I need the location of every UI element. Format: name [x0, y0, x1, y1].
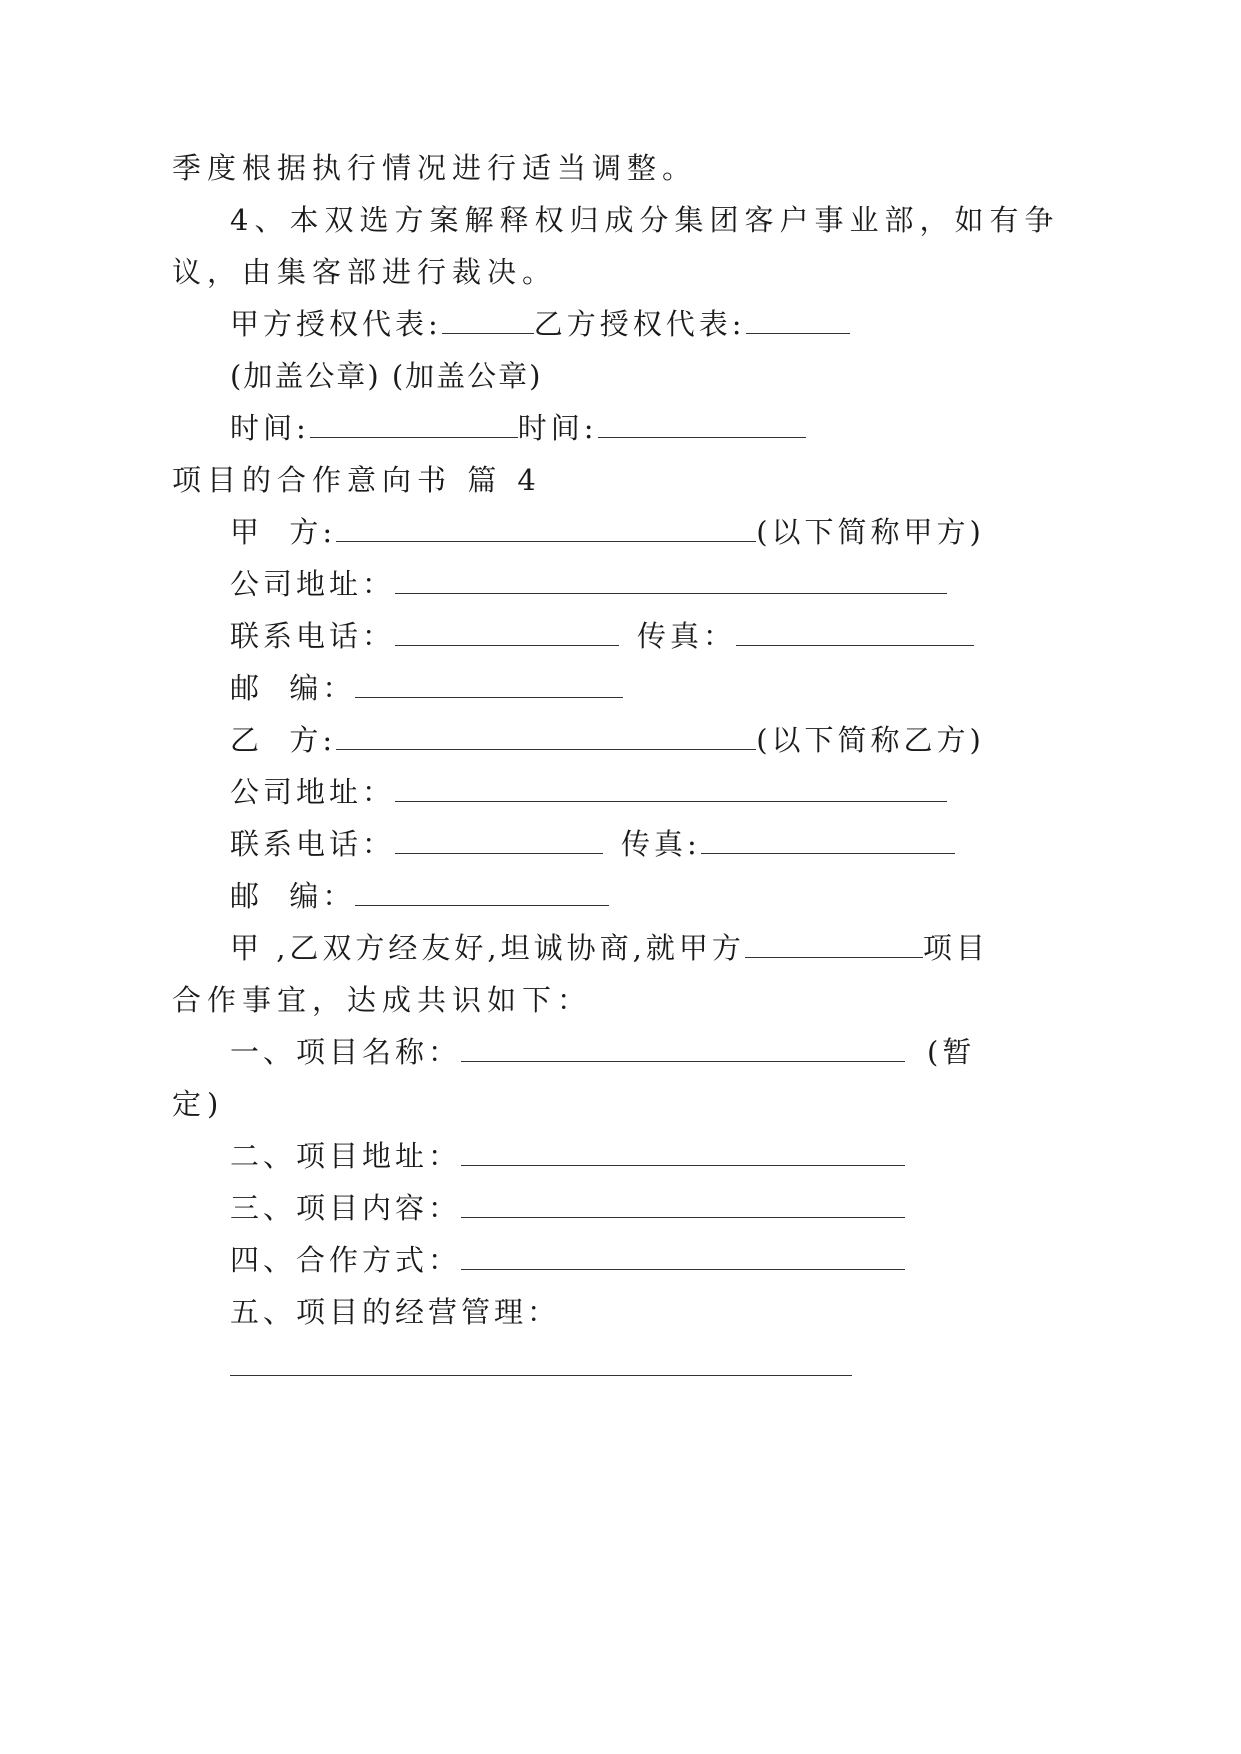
address-label: 公司地址： [230, 567, 396, 601]
item-blank [461, 1189, 905, 1218]
item-blank [461, 1241, 905, 1270]
text-line-content: 季度根据执行情况进行适当调整。 [172, 151, 698, 185]
item-line [230, 1136, 905, 1176]
fax-label: 传真： [637, 619, 737, 653]
zip-label: 邮 编： [230, 879, 356, 913]
text-line [230, 928, 989, 968]
item-label: 三、项目内容： [230, 1191, 462, 1225]
text-line [172, 980, 592, 1020]
item-label: 一、项目名称： [230, 1035, 462, 1069]
fax-blank [701, 825, 955, 854]
item-label: 五、项目的经营管理： [230, 1295, 561, 1329]
address-label: 公司地址： [230, 775, 396, 809]
zip-label: 邮 编： [230, 671, 356, 705]
party-b-representative-blank [746, 305, 850, 334]
item-line [230, 1188, 905, 1228]
item-line [230, 1032, 975, 1072]
item-blank [461, 1033, 905, 1062]
address-line [230, 772, 947, 812]
zip-blank [355, 877, 609, 906]
text-line-content: 定) [172, 1087, 225, 1121]
date-label: 时间: [517, 411, 598, 445]
party-b-blank [336, 721, 756, 750]
party-a-representative-blank [442, 305, 534, 334]
party-b-representative-label: 乙方授权代表: [533, 307, 746, 341]
phone-blank [395, 825, 603, 854]
fax-label: 传真: [621, 827, 701, 861]
phone-label: 联系电话： [230, 619, 396, 653]
section-heading [172, 460, 542, 500]
phone-fax-line [230, 824, 955, 864]
party-a-suffix: (以下简称甲方) [756, 515, 985, 549]
text-line-content: 议，由集客部进行裁决。 [172, 255, 558, 289]
text-line-content: 项目 [922, 931, 989, 965]
fax-blank [736, 617, 974, 646]
address-blank [395, 565, 947, 594]
address-blank [395, 773, 947, 802]
heading-text: 项目的合作意向书 篇 4 [172, 463, 542, 497]
party-a-label: 甲 方: [230, 515, 337, 549]
item-suffix: (暂 [927, 1035, 976, 1069]
phone-fax-line [230, 616, 974, 656]
seal-text: (加盖公章) (加盖公章) [230, 359, 543, 393]
date-blank [310, 409, 518, 438]
zip-line [230, 876, 609, 916]
item-line [230, 1240, 905, 1280]
item-label: 二、项目地址： [230, 1139, 462, 1173]
item-label: 四、合作方式： [230, 1243, 462, 1277]
item-blank [461, 1137, 905, 1166]
zip-line [230, 668, 623, 708]
date-blank [598, 409, 806, 438]
date-line [230, 408, 806, 448]
text-line-content: 甲 ,乙双方经友好,坦诚协商,就甲方 [230, 931, 745, 965]
signature-line [230, 304, 850, 344]
phone-label: 联系电话： [230, 827, 396, 861]
text-line [172, 252, 557, 292]
party-b-line [230, 720, 985, 760]
item-line [230, 1292, 560, 1332]
party-a-blank [336, 513, 756, 542]
date-label: 时间: [230, 411, 310, 445]
text-line-content: 合作事宜，达成共识如下： [172, 983, 593, 1017]
party-b-suffix: (以下简称乙方) [756, 723, 985, 757]
text-line [230, 200, 1059, 240]
party-b-label: 乙 方: [230, 723, 337, 757]
zip-blank [355, 669, 623, 698]
text-line [172, 1084, 224, 1124]
party-a-line [230, 512, 985, 552]
text-line [172, 148, 697, 188]
address-line [230, 564, 947, 604]
seal-line [230, 356, 542, 396]
project-blank [745, 929, 923, 958]
phone-blank [395, 617, 619, 646]
party-a-representative-label: 甲方授权代表: [230, 307, 442, 341]
text-line-content: 4、本双选方案解释权归成分集团客户事业部，如有争 [230, 203, 1060, 237]
management-blank [230, 1375, 852, 1376]
